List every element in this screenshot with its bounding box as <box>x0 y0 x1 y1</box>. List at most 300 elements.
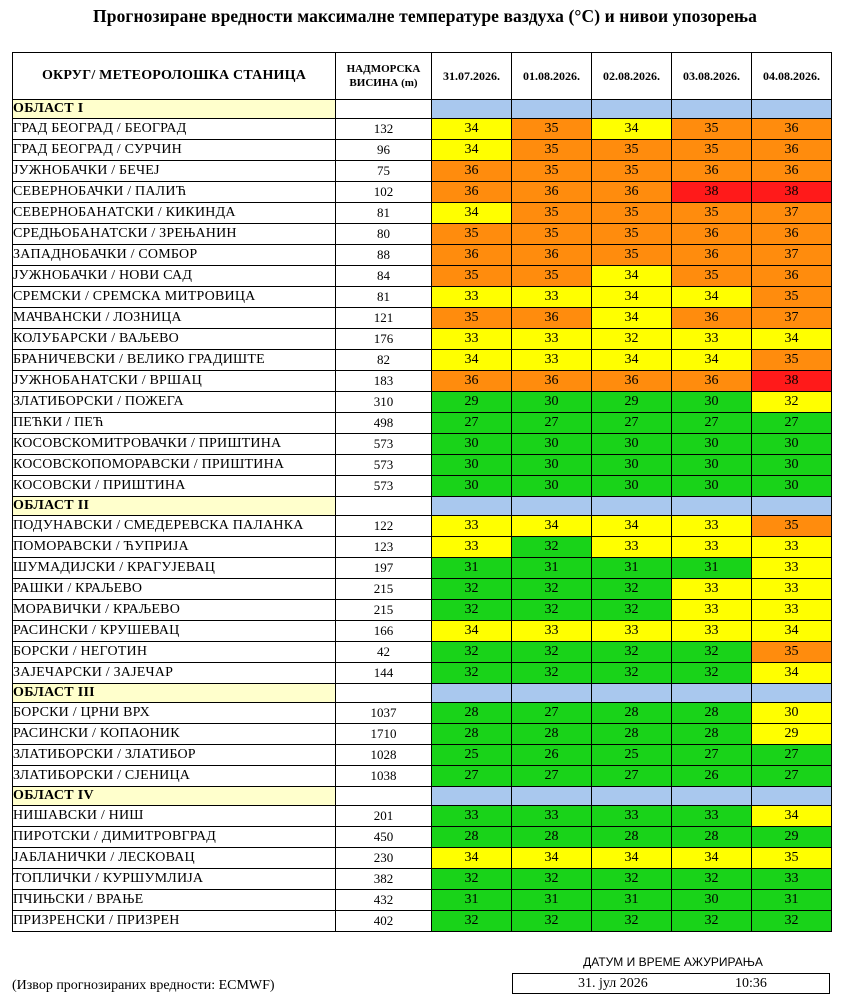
temperature-cell: 32 <box>512 579 592 600</box>
table-row <box>13 245 832 266</box>
altitude-cell: 81 <box>336 287 432 308</box>
temperature-cell: 34 <box>592 119 672 140</box>
altitude-cell: 432 <box>336 890 432 911</box>
region-fill-cell <box>432 684 512 703</box>
temperature-cell: 37 <box>752 245 832 266</box>
region-row <box>13 684 832 703</box>
temperature-cell: 30 <box>592 455 672 476</box>
altitude-cell: 215 <box>336 579 432 600</box>
temperature-cell: 32 <box>592 642 672 663</box>
temperature-cell: 37 <box>752 203 832 224</box>
region-fill-cell <box>752 497 832 516</box>
header-altitude-line2: ВИСИНА (m) <box>349 77 418 89</box>
region-spacer <box>336 497 432 516</box>
temperature-cell: 33 <box>752 600 832 621</box>
region-row <box>13 787 832 806</box>
station-name: КОЛУБАРСКИ / ВАЉЕВО <box>13 329 336 350</box>
header-date: 03.08.2026. <box>672 53 752 100</box>
station-name: НИШАВСКИ / НИШ <box>13 806 336 827</box>
region-fill-cell <box>592 100 672 119</box>
region-spacer <box>336 787 432 806</box>
temperature-cell: 30 <box>512 476 592 497</box>
altitude-cell: 402 <box>336 911 432 932</box>
altitude-cell: 144 <box>336 663 432 684</box>
update-time: 10:36 <box>735 976 767 991</box>
temperature-cell: 36 <box>672 308 752 329</box>
altitude-cell: 450 <box>336 827 432 848</box>
station-name: БРАНИЧЕВСКИ / ВЕЛИКО ГРАДИШТЕ <box>13 350 336 371</box>
table-row <box>13 806 832 827</box>
temperature-cell: 27 <box>512 703 592 724</box>
temperature-table <box>12 52 832 932</box>
altitude-cell: 573 <box>336 455 432 476</box>
temperature-cell: 32 <box>432 579 512 600</box>
altitude-cell: 201 <box>336 806 432 827</box>
temperature-cell: 32 <box>592 600 672 621</box>
table-row <box>13 848 832 869</box>
altitude-cell: 166 <box>336 621 432 642</box>
header-station: ОКРУГ/ МЕТЕОРОЛОШКА СТАНИЦА <box>13 53 336 100</box>
temperature-cell: 33 <box>672 329 752 350</box>
temperature-cell: 36 <box>672 371 752 392</box>
temperature-cell: 28 <box>672 827 752 848</box>
station-name: ЈУЖНОБАЧКИ / БЕЧЕЈ <box>13 161 336 182</box>
temperature-cell: 34 <box>752 621 832 642</box>
region-spacer <box>336 100 432 119</box>
temperature-cell: 34 <box>512 516 592 537</box>
temperature-cell: 35 <box>512 161 592 182</box>
region-label: ОБЛАСТ IV <box>13 787 336 806</box>
temperature-cell: 32 <box>432 642 512 663</box>
temperature-cell: 33 <box>752 537 832 558</box>
temperature-cell: 32 <box>672 869 752 890</box>
altitude-cell: 176 <box>336 329 432 350</box>
temperature-cell: 32 <box>592 579 672 600</box>
temperature-cell: 28 <box>432 703 512 724</box>
temperature-cell: 32 <box>432 600 512 621</box>
altitude-cell: 230 <box>336 848 432 869</box>
table-row <box>13 350 832 371</box>
altitude-cell: 88 <box>336 245 432 266</box>
temperature-cell: 35 <box>512 224 592 245</box>
temperature-cell: 30 <box>432 455 512 476</box>
temperature-cell: 25 <box>592 745 672 766</box>
temperature-cell: 28 <box>432 827 512 848</box>
temperature-cell: 30 <box>672 455 752 476</box>
temperature-cell: 35 <box>672 203 752 224</box>
header-date: 31.07.2026. <box>432 53 512 100</box>
station-name: ПОМОРАВСКИ / ЋУПРИЈА <box>13 537 336 558</box>
temperature-cell: 33 <box>672 516 752 537</box>
station-name: ЗЛАТИБОРСКИ / ПОЖЕГА <box>13 392 336 413</box>
temperature-cell: 35 <box>512 203 592 224</box>
temperature-cell: 34 <box>432 350 512 371</box>
temperature-cell: 33 <box>672 579 752 600</box>
header-date: 01.08.2026. <box>512 53 592 100</box>
station-name: РАШКИ / КРАЉЕВО <box>13 579 336 600</box>
temperature-cell: 34 <box>752 806 832 827</box>
temperature-cell: 30 <box>752 434 832 455</box>
station-name: ГРАД БЕОГРАД / СУРЧИН <box>13 140 336 161</box>
station-name: СРЕДЊОБАНАТСКИ / ЗРЕЊАНИН <box>13 224 336 245</box>
altitude-cell: 215 <box>336 600 432 621</box>
temperature-cell: 32 <box>432 869 512 890</box>
temperature-cell: 28 <box>672 724 752 745</box>
station-name: ЗАЈЕЧАРСКИ / ЗАЈЕЧАР <box>13 663 336 684</box>
temperature-cell: 34 <box>592 266 672 287</box>
altitude-cell: 197 <box>336 558 432 579</box>
temperature-cell: 30 <box>432 434 512 455</box>
table-row <box>13 663 832 684</box>
table-row <box>13 890 832 911</box>
temperature-cell: 31 <box>592 558 672 579</box>
header-date: 02.08.2026. <box>592 53 672 100</box>
table-body <box>13 100 832 932</box>
temperature-cell: 30 <box>592 476 672 497</box>
temperature-cell: 32 <box>512 642 592 663</box>
region-fill-cell <box>512 100 592 119</box>
temperature-cell: 33 <box>592 537 672 558</box>
temperature-cell: 37 <box>752 308 832 329</box>
temperature-cell: 30 <box>672 476 752 497</box>
altitude-cell: 80 <box>336 224 432 245</box>
region-spacer <box>336 684 432 703</box>
table-row <box>13 287 832 308</box>
altitude-cell: 81 <box>336 203 432 224</box>
temperature-cell: 33 <box>512 621 592 642</box>
altitude-cell: 84 <box>336 266 432 287</box>
altitude-cell: 310 <box>336 392 432 413</box>
region-fill-cell <box>512 684 592 703</box>
altitude-cell: 82 <box>336 350 432 371</box>
table-row <box>13 371 832 392</box>
table-row <box>13 308 832 329</box>
header-altitude-line1: НАДМОРСКА <box>346 63 421 75</box>
temperature-cell: 27 <box>432 413 512 434</box>
temperature-cell: 36 <box>752 266 832 287</box>
header-altitude <box>336 53 432 100</box>
temperature-cell: 36 <box>672 245 752 266</box>
altitude-cell: 96 <box>336 140 432 161</box>
table-row <box>13 911 832 932</box>
temperature-cell: 31 <box>432 890 512 911</box>
temperature-cell: 34 <box>592 287 672 308</box>
update-date: 31. јул 2026 <box>578 976 648 991</box>
temperature-cell: 34 <box>752 329 832 350</box>
table-row <box>13 161 832 182</box>
temperature-cell: 36 <box>752 119 832 140</box>
station-name: ГРАД БЕОГРАД / БЕОГРАД <box>13 119 336 140</box>
altitude-cell: 382 <box>336 869 432 890</box>
temperature-cell: 34 <box>432 848 512 869</box>
temperature-cell: 31 <box>432 558 512 579</box>
temperature-cell: 35 <box>432 308 512 329</box>
temperature-cell: 30 <box>672 392 752 413</box>
region-fill-cell <box>592 787 672 806</box>
temperature-cell: 38 <box>672 182 752 203</box>
temperature-cell: 31 <box>512 558 592 579</box>
temperature-cell: 35 <box>752 642 832 663</box>
temperature-cell: 36 <box>592 182 672 203</box>
temperature-cell: 31 <box>592 890 672 911</box>
table-row <box>13 558 832 579</box>
temperature-cell: 32 <box>592 663 672 684</box>
temperature-cell: 36 <box>592 371 672 392</box>
temperature-cell: 34 <box>592 308 672 329</box>
region-label: ОБЛАСТ III <box>13 684 336 703</box>
table-row <box>13 329 832 350</box>
temperature-cell: 34 <box>592 516 672 537</box>
table-row <box>13 766 832 787</box>
update-box <box>512 973 830 994</box>
region-fill-cell <box>512 497 592 516</box>
station-name: ЗЛАТИБОРСКИ / ЗЛАТИБОР <box>13 745 336 766</box>
temperature-cell: 31 <box>672 558 752 579</box>
temperature-cell: 36 <box>512 245 592 266</box>
region-fill-cell <box>512 787 592 806</box>
temperature-cell: 36 <box>432 161 512 182</box>
temperature-cell: 35 <box>432 266 512 287</box>
station-name: СЕВЕРНОБАЧКИ / ПАЛИЋ <box>13 182 336 203</box>
altitude-cell: 183 <box>336 371 432 392</box>
temperature-cell: 34 <box>432 140 512 161</box>
temperature-cell: 34 <box>592 350 672 371</box>
station-name: ЈУЖНОБАЧКИ / НОВИ САД <box>13 266 336 287</box>
temperature-cell: 36 <box>752 140 832 161</box>
altitude-cell: 121 <box>336 308 432 329</box>
table-row <box>13 119 832 140</box>
temperature-cell: 28 <box>512 724 592 745</box>
altitude-cell: 1710 <box>336 724 432 745</box>
temperature-cell: 33 <box>672 537 752 558</box>
temperature-cell: 30 <box>592 434 672 455</box>
station-name: СРЕМСКИ / СРЕМСКА МИТРОВИЦА <box>13 287 336 308</box>
temperature-cell: 27 <box>592 766 672 787</box>
temperature-cell: 30 <box>512 455 592 476</box>
temperature-cell: 30 <box>752 455 832 476</box>
temperature-cell: 30 <box>512 392 592 413</box>
table-row <box>13 600 832 621</box>
temperature-cell: 35 <box>752 287 832 308</box>
altitude-cell: 1028 <box>336 745 432 766</box>
temperature-cell: 27 <box>592 413 672 434</box>
altitude-cell: 123 <box>336 537 432 558</box>
table-row <box>13 724 832 745</box>
temperature-cell: 34 <box>752 663 832 684</box>
temperature-cell: 32 <box>512 869 592 890</box>
temperature-cell: 28 <box>592 703 672 724</box>
region-fill-cell <box>432 787 512 806</box>
page-title: Прогнозиране вредности максималне температуре ваздуха (°C) и нивои упозорења <box>93 6 757 26</box>
temperature-cell: 35 <box>672 266 752 287</box>
temperature-cell: 33 <box>752 869 832 890</box>
temperature-cell: 36 <box>512 371 592 392</box>
region-fill-cell <box>672 100 752 119</box>
region-label: ОБЛАСТ I <box>13 100 336 119</box>
table-row <box>13 413 832 434</box>
station-name: ЗАПАДНОБАЧКИ / СОМБОР <box>13 245 336 266</box>
station-name: ЈУЖНОБАНАТСКИ / ВРШАЦ <box>13 371 336 392</box>
table-row <box>13 869 832 890</box>
region-fill-cell <box>592 684 672 703</box>
table-row <box>13 516 832 537</box>
temperature-cell: 36 <box>512 308 592 329</box>
temperature-cell: 30 <box>752 476 832 497</box>
source-note: (Извор прогнозираних вредности: ECMWF) <box>12 978 275 993</box>
temperature-cell: 32 <box>672 642 752 663</box>
temperature-cell: 26 <box>672 766 752 787</box>
temperature-cell: 32 <box>752 911 832 932</box>
temperature-cell: 33 <box>512 806 592 827</box>
header-row <box>13 53 832 100</box>
station-name: ПЧИЊСКИ / ВРАЊЕ <box>13 890 336 911</box>
table-row <box>13 203 832 224</box>
temperature-cell: 25 <box>432 745 512 766</box>
temperature-cell: 35 <box>512 119 592 140</box>
station-name: ШУМАДИЈСКИ / КРАГУЈЕВАЦ <box>13 558 336 579</box>
temperature-cell: 35 <box>592 224 672 245</box>
temperature-cell: 33 <box>592 806 672 827</box>
table-row <box>13 827 832 848</box>
station-name: ПЕЋКИ / ПЕЋ <box>13 413 336 434</box>
temperature-cell: 35 <box>512 266 592 287</box>
temperature-cell: 38 <box>752 371 832 392</box>
region-fill-cell <box>432 497 512 516</box>
temperature-cell: 28 <box>592 827 672 848</box>
table-row <box>13 182 832 203</box>
station-name: ТОПЛИЧКИ / КУРШУМЛИЈА <box>13 869 336 890</box>
temperature-cell: 33 <box>432 516 512 537</box>
station-name: СЕВЕРНОБАНАТСКИ / КИКИНДА <box>13 203 336 224</box>
temperature-cell: 34 <box>672 350 752 371</box>
station-name: БОРСКИ / ЦРНИ ВРХ <box>13 703 336 724</box>
temperature-cell: 27 <box>752 413 832 434</box>
table-row <box>13 703 832 724</box>
temperature-cell: 30 <box>672 890 752 911</box>
temperature-cell: 33 <box>432 537 512 558</box>
temperature-cell: 34 <box>592 848 672 869</box>
region-label: ОБЛАСТ II <box>13 497 336 516</box>
region-fill-cell <box>672 497 752 516</box>
temperature-cell: 30 <box>672 434 752 455</box>
altitude-cell: 132 <box>336 119 432 140</box>
temperature-cell: 33 <box>592 621 672 642</box>
temperature-cell: 33 <box>672 600 752 621</box>
temperature-cell: 32 <box>592 869 672 890</box>
temperature-cell: 35 <box>432 224 512 245</box>
temperature-cell: 33 <box>432 806 512 827</box>
temperature-cell: 33 <box>672 806 752 827</box>
altitude-cell: 42 <box>336 642 432 663</box>
temperature-cell: 32 <box>512 600 592 621</box>
temperature-cell: 36 <box>432 245 512 266</box>
station-name: МАЧВАНСКИ / ЛОЗНИЦА <box>13 308 336 329</box>
temperature-cell: 32 <box>592 911 672 932</box>
temperature-cell: 35 <box>752 848 832 869</box>
table-row <box>13 224 832 245</box>
temperature-cell: 35 <box>752 350 832 371</box>
temperature-cell: 27 <box>752 745 832 766</box>
table-row <box>13 579 832 600</box>
table-row <box>13 537 832 558</box>
station-name: КОСОВСКИ / ПРИШТИНА <box>13 476 336 497</box>
temperature-cell: 34 <box>672 287 752 308</box>
altitude-cell: 498 <box>336 413 432 434</box>
temperature-cell: 28 <box>592 724 672 745</box>
temperature-cell: 30 <box>432 476 512 497</box>
temperature-cell: 33 <box>752 558 832 579</box>
station-name: ЗЛАТИБОРСКИ / СЈЕНИЦА <box>13 766 336 787</box>
temperature-cell: 32 <box>432 911 512 932</box>
region-fill-cell <box>592 497 672 516</box>
table-row <box>13 140 832 161</box>
station-name: ЈАБЛАНИЧКИ / ЛЕСКОВАЦ <box>13 848 336 869</box>
temperature-cell: 36 <box>672 161 752 182</box>
temperature-cell: 32 <box>752 392 832 413</box>
table-row <box>13 642 832 663</box>
temperature-cell: 32 <box>512 911 592 932</box>
region-fill-cell <box>752 100 832 119</box>
temperature-cell: 34 <box>432 203 512 224</box>
station-name: КОСОВСКОМИТРОВАЧКИ / ПРИШТИНА <box>13 434 336 455</box>
temperature-cell: 33 <box>512 287 592 308</box>
temperature-cell: 36 <box>432 371 512 392</box>
table-row <box>13 266 832 287</box>
temperature-cell: 38 <box>752 182 832 203</box>
temperature-cell: 30 <box>752 703 832 724</box>
temperature-cell: 36 <box>432 182 512 203</box>
altitude-cell: 573 <box>336 434 432 455</box>
table-row <box>13 434 832 455</box>
temperature-cell: 27 <box>752 766 832 787</box>
station-name: МОРАВИЧКИ / КРАЉЕВО <box>13 600 336 621</box>
temperature-cell: 29 <box>432 392 512 413</box>
station-name: ПИРОТСКИ / ДИМИТРОВГРАД <box>13 827 336 848</box>
table-row <box>13 745 832 766</box>
altitude-cell: 1038 <box>336 766 432 787</box>
temperature-cell: 35 <box>512 140 592 161</box>
station-name: РАСИНСКИ / КРУШЕВАЦ <box>13 621 336 642</box>
table-row <box>13 392 832 413</box>
altitude-cell: 122 <box>336 516 432 537</box>
temperature-cell: 32 <box>672 911 752 932</box>
temperature-cell: 28 <box>672 703 752 724</box>
altitude-cell: 573 <box>336 476 432 497</box>
temperature-cell: 34 <box>432 621 512 642</box>
temperature-cell: 31 <box>752 890 832 911</box>
temperature-cell: 27 <box>512 413 592 434</box>
temperature-cell: 36 <box>512 182 592 203</box>
temperature-cell: 33 <box>672 621 752 642</box>
temperature-cell: 27 <box>672 745 752 766</box>
temperature-cell: 29 <box>592 392 672 413</box>
temperature-cell: 32 <box>592 329 672 350</box>
temperature-cell: 32 <box>512 663 592 684</box>
temperature-cell: 35 <box>672 140 752 161</box>
temperature-cell: 33 <box>512 329 592 350</box>
temperature-cell: 35 <box>592 161 672 182</box>
temperature-cell: 30 <box>512 434 592 455</box>
temperature-cell: 33 <box>432 287 512 308</box>
temperature-cell: 35 <box>752 516 832 537</box>
station-name: КОСОВСКОПОМОРАВСКИ / ПРИШТИНА <box>13 455 336 476</box>
temperature-cell: 36 <box>752 161 832 182</box>
temperature-cell: 32 <box>512 537 592 558</box>
station-name: БОРСКИ / НЕГОТИН <box>13 642 336 663</box>
temperature-cell: 27 <box>512 766 592 787</box>
temperature-cell: 28 <box>512 827 592 848</box>
temperature-cell: 28 <box>432 724 512 745</box>
